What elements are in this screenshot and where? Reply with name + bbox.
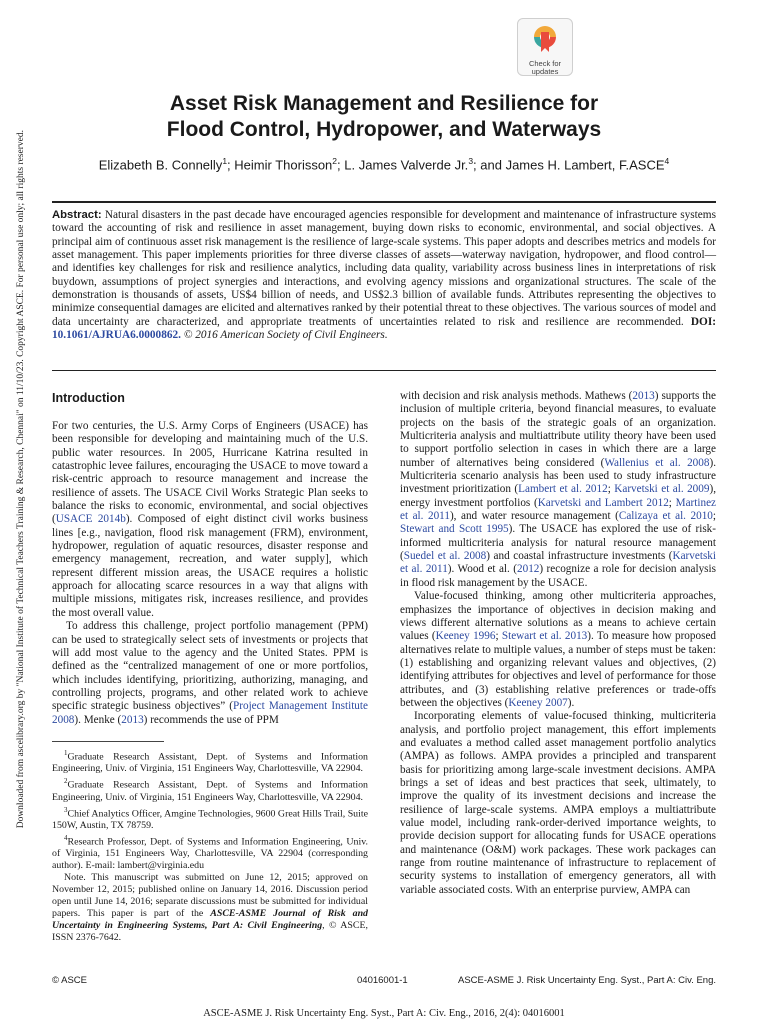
footnote-text: Research Professor, Dept. of Systems and Information Engineering, Univ. of Virginia, 151 Engineers Way, Charlottesville, VA 22904 (corresponding author). E-mail: lambert@virginia.edu xyxy=(52,836,368,872)
paragraph-text: with decision and risk analysis methods. Mathews ( xyxy=(400,390,633,402)
crossmark-icon xyxy=(532,24,558,54)
footer-article-number: 04016001-1 xyxy=(357,975,408,986)
check-for-updates-badge[interactable] xyxy=(517,18,573,76)
title-line-2: Flood Control, Hydropower, and Waterways xyxy=(166,118,602,141)
abstract xyxy=(52,209,716,342)
right-paragraph-3 xyxy=(400,710,716,897)
submission-note-text: Note. This manuscript was submitted on June 12, 2015; approved on November 12, 2015; published online on January 14, 2016. Discussion period open until June 14, 2016; separate discussions must be submitted for individual papers. This paper is part of the xyxy=(52,872,368,920)
citation-link[interactable]: Stewart and Scott 1995 xyxy=(400,523,509,536)
citation-link[interactable]: 2013 xyxy=(121,713,144,726)
doi-label: DOI: xyxy=(690,315,716,328)
right-column xyxy=(400,390,716,897)
download-notice xyxy=(4,130,26,910)
citation-link[interactable]: Karvetski and Lambert 2012 xyxy=(537,496,669,509)
paragraph-text: ). xyxy=(567,696,575,709)
author-name: Heimir Thorisson xyxy=(234,157,333,173)
citation-link[interactable]: Stewart et al. 2013 xyxy=(501,630,588,643)
citation-link[interactable]: 2012 xyxy=(517,563,540,576)
citation-link[interactable]: Karvetski et al. 2009 xyxy=(614,483,710,496)
footnote-mark: 3 xyxy=(64,805,68,814)
paragraph-text: ) supports the inclusion of multiple criteria, beyond financial measures, to evaluate projects on the basis of the strategic goals of an organization. Multicriteria analysis and multiattribute utility theory have been used to support portfolio selection in cases in which there are a large number of alternatives being considered ( xyxy=(400,390,716,469)
footnote-mark: 2 xyxy=(64,777,68,786)
abstract-top-rule xyxy=(52,201,716,203)
section-heading-introduction: Introduction xyxy=(52,391,125,405)
citation-link[interactable]: USACE 2014b xyxy=(55,513,126,526)
paragraph-text: ; xyxy=(712,510,716,523)
footnote-mark: 1 xyxy=(64,748,68,757)
paragraph-text: For two centuries, the U.S. Army Corps of Engineers (USACE) has been responsible for developing and maintaining much of the U.S. public water resources. In 2005, Hurricane Katrina resulted in catastrophic levee failures, encouraging the USACE to move toward a risk-centric approach to resource management and increase the resilience of assets. The USACE Civil Works Strategic Plan seeks to balance the risks to economic, environmental, and social objectives ( xyxy=(52,420,368,526)
download-notice-text: Downloaded from ascelibrary.org by "National Institute of Technical Teachers Training & Research, Chennai" on 11/10/23. Copyright ASCE. For personal use only; all rights reserved. xyxy=(16,130,26,829)
check-for-updates-label: Check for updates xyxy=(528,59,562,76)
paragraph-text: ) and coastal infrastructure investments ( xyxy=(486,550,673,563)
author-separator: ; xyxy=(337,157,345,173)
citation-link[interactable]: Suedel et al. 2008 xyxy=(403,550,487,563)
author-separator: ; and xyxy=(473,157,506,173)
author-affiliation-mark: 4 xyxy=(664,156,670,166)
footer-journal: ASCE-ASME J. Risk Uncertainty Eng. Syst., Part A: Civ. Eng. xyxy=(458,975,716,986)
footnote-text: Graduate Research Assistant, Dept. of Systems and Information Engineering, Univ. of Virginia, 151 Engineers Way, Charlottesville, VA 22904. xyxy=(52,751,368,775)
citation-link[interactable]: Calizaya et al. 2010 xyxy=(618,510,713,523)
footnote-text: Graduate Research Assistant, Dept. of Systems and Information Engineering, Univ. of Virginia, 151 Engineers Way, Charlottesville, VA 22904. xyxy=(52,779,368,803)
citation-line: ASCE-ASME J. Risk Uncertainty Eng. Syst., Part A: Civ. Eng., 2016, 2(4): 04016001 xyxy=(203,1008,565,1019)
footer-copyright: © ASCE xyxy=(52,975,87,986)
paragraph-text: ). Multicriteria scenario analysis has been used to study infrastructure investment prioritization ( xyxy=(400,456,716,496)
author-affiliation-mark: 3 xyxy=(468,156,474,166)
paragraph-text: ) recommends the use of PPM xyxy=(143,713,279,726)
footnote xyxy=(52,804,368,832)
journal-issn: , © ASCE, ISSN 2376-7642. xyxy=(52,920,368,944)
paragraph-text: ; xyxy=(495,630,502,643)
right-paragraph-2 xyxy=(400,590,716,710)
citation-link[interactable]: Keeney 1996 xyxy=(435,630,496,643)
journal-name: ASCE-ASME Journal of Risk and Uncertainty in Engineering Systems, Part A: Civil Engineering xyxy=(52,908,368,932)
citation-link[interactable]: Wallenius et al. 2008 xyxy=(604,456,710,469)
citation-link[interactable]: Lambert et al. 2012 xyxy=(518,483,608,496)
abstract-copyright: © 2016 American Society of Civil Engineers. xyxy=(183,329,388,342)
paragraph-text: ). The USACE has explored the use of risk-informed multicriteria analysis for natural resource management ( xyxy=(400,523,716,563)
page-footer xyxy=(52,975,716,989)
abstract-label: Abstract: xyxy=(52,209,102,221)
paragraph-text: ) recognize a role for decision analysis in flood risk management by the USACE. xyxy=(400,563,716,589)
doi-link[interactable]: 10.1061/AJRUA6.0000862. xyxy=(52,329,181,342)
footnote xyxy=(52,775,368,803)
paragraph-text: Value-focused thinking, among other multicriteria approaches, emphasizes the importance of objectives in decision making and views different alternative solutions as a means to achieve certain values ( xyxy=(400,590,716,643)
citation-link[interactable]: Karvetski et al. 2011 xyxy=(400,550,716,576)
author-affiliation-mark: 2 xyxy=(332,156,338,166)
left-column xyxy=(52,390,368,944)
intro-paragraph-1 xyxy=(52,420,368,620)
paragraph-text: ). To measure how proposed alternatives relate to multiple values, a number of steps must be taken: (1) establishing and organizing relevant values and objectives, (2) identifying attributes for objectives and level of performance for those attributes, and (3) establishing relative preferences or trade-offs between the objectives ( xyxy=(400,630,716,709)
author-separator: ; xyxy=(227,157,235,173)
paragraph-text: ), energy investment portfolios ( xyxy=(400,483,716,509)
right-paragraph-1 xyxy=(400,390,716,590)
paragraph-text: ; xyxy=(668,496,676,509)
author-affiliation-mark: 1 xyxy=(222,156,228,166)
abstract-text: Natural disasters in the past decade have encouraged agencies responsible for development and maintenance of infrastructure systems toward the accounting of risk and resilience in asset management, buying down risks to economic, environmental, and social objectives. A principal aim of continuous asset risk management is the resilience of large-scale systems. This paper adopts and describes metrics and models for asset management. This paper implements priorities for three diverse classes of assets—waterway navigation, hydropower, and flood control—and identifies key challenges for risk and resilience analytics, including data quality, variability across business lines in interpretations of risk buydown, assumptions of project synergies and interactions, and evolving agency missions and organizational structures. The scale of the demonstration is thousands of assets, US$4 billion of needs, and US$2.3 billion of available funds. Attributes representing the objectives to minimize consequential damages are elicited and alternatives ranked by their potential threat to these objectives. The various sources of model and data uncertainty are characterized, and appropriate treatments of uncertainties related to risk and resilience are recommended. xyxy=(52,209,716,328)
citation-link[interactable]: Martinez et al. 2011 xyxy=(400,496,717,523)
intro-paragraph-2 xyxy=(52,620,368,727)
author-name: L. James Valverde Jr. xyxy=(344,157,469,173)
citation-link[interactable]: Project Management Institute 2008 xyxy=(52,700,368,726)
footnote xyxy=(52,832,368,872)
footnotes xyxy=(52,747,368,944)
paragraph-text: ; xyxy=(607,483,615,496)
author-name: Elizabeth B. Connelly xyxy=(98,157,223,173)
paragraph-text: Incorporating elements of value-focused thinking, multicriteria analysis, and portfolio project management, this effort implements and evaluates a method called asset management portfolio analytics (AMPA) as follows. AMPA provides a principled and transparent basis for prioritizing among large-scale investment decisions. AMPA brings a set of ideas and best practices that seek, ultimately, to improve the quality of its investment decisions and increase the resilience of large-scale systems. AMPA employs a multiattribute value model, including rank-order-derived importance weights, to provide decision support for allocating funds for USACE operations and maintenance (O&M) work packages. These work packages can range from routine maintenance of infrastructure to replacement of security systems to installation of emergency generators, all with variable associated costs. With an enterprise purview, AMPA can xyxy=(400,710,716,896)
author-list xyxy=(40,156,728,172)
footnote-text: Chief Analytics Officer, Amgine Technologies, 9600 Great Hills Trail, Suite 150W, Austin, TX 78759. xyxy=(52,807,368,831)
paragraph-text: ), and water resource management ( xyxy=(449,510,619,523)
citation-link[interactable]: Keeney 2007 xyxy=(508,696,568,709)
title-line-1: Asset Risk Management and Resilience for xyxy=(169,92,599,115)
abstract-bottom-rule xyxy=(52,370,716,371)
author-name: James H. Lambert, F.ASCE xyxy=(505,157,665,173)
footnote-rule xyxy=(52,741,164,742)
footnote-mark: 4 xyxy=(64,833,68,842)
paper-title xyxy=(60,91,708,143)
submission-note xyxy=(52,872,368,944)
footnote xyxy=(52,747,368,775)
paragraph-text: ). Wood et al. ( xyxy=(447,563,518,576)
paragraph-text: ). Menke ( xyxy=(74,713,122,726)
paragraph-text: To address this challenge, project portfolio management (PPM) can be used to strategically select sets of investments or projects that will add most value to the agency and the United States. PPM is defined as the “centralized management of one or more portfolios, which includes identifying, prioritizing, authorizing, managing, and controlling projects, programs, and other related work to achieve specific strategic business objectives” ( xyxy=(52,620,368,713)
paragraph-text: ). Composed of eight distinct civil works business lines [e.g., navigation, flood risk management (FRM), environment, hydropower, regulation of aquatic resources, disaster response and emergency management, recreation, and water supply], which represent different mission areas, the USACE requires a holistic approach for allocating scarce resources in a way that aligns with multiple missions, mitigates risk, increases resilience, and provides the most overall value. xyxy=(52,513,368,619)
citation-link[interactable]: 2013 xyxy=(632,390,655,402)
